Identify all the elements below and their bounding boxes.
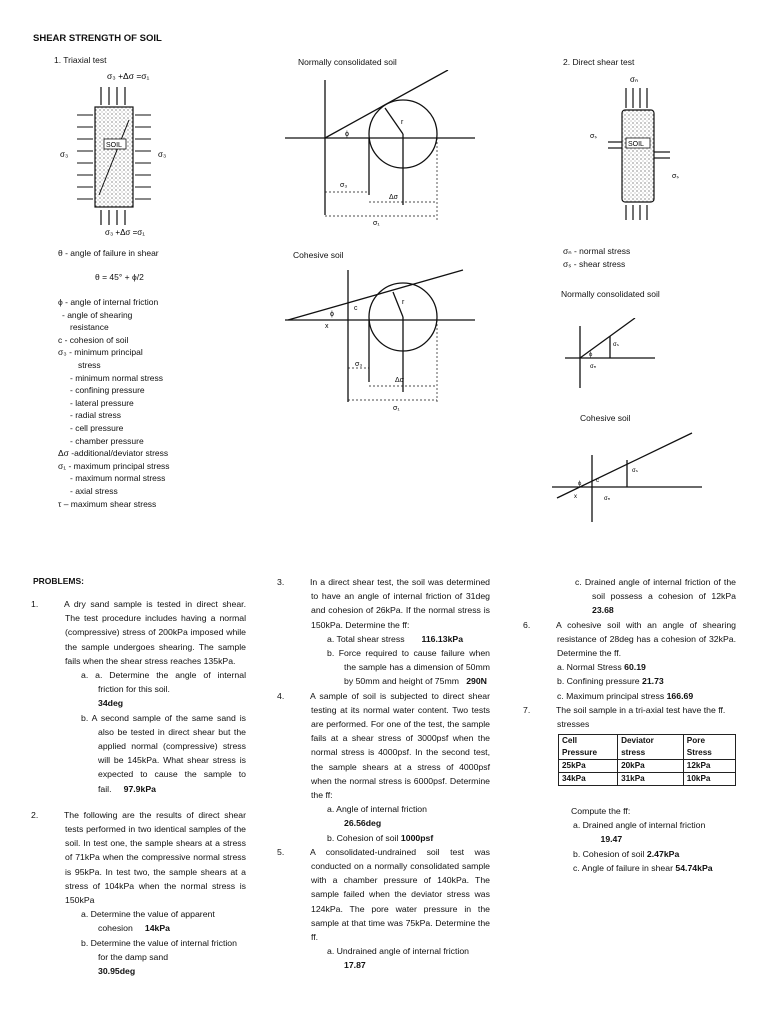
- sigma-n-label: σₙ: [590, 364, 597, 370]
- sigma3-label: σ₃: [340, 182, 348, 189]
- problem-3a: a. Total shear stress 116.13kPa: [327, 633, 464, 644]
- phi-label: ϕ: [345, 131, 349, 138]
- definition-item: - confining pressure: [70, 385, 145, 396]
- problem-1b: b. A second sample of the same sand is also be tested in direct shear but the applied normal (compressive) stress will be 145kPa. What shear stress is expected to cause the sample to fail. 97.9kPa: [81, 712, 246, 794]
- problem-2a: a. Determine the value of apparent cohesion 14kPa: [81, 909, 215, 934]
- table-cell: 25kPa: [559, 760, 618, 773]
- cohesion-label: c: [596, 478, 599, 484]
- definition-item: - chamber pressure: [70, 435, 144, 446]
- definition-item: - radial stress: [70, 410, 122, 421]
- sigma3-left-label: σ₃: [60, 150, 69, 159]
- definition-item: - maximum normal stress: [70, 473, 166, 484]
- definition-item: - minimum normal stress: [70, 372, 164, 383]
- mohr-circle-nc: [285, 70, 475, 230]
- definition-item: stress: [78, 359, 101, 370]
- problems-column-3: [523, 575, 736, 731]
- mohr-cohesive-title: Cohesive soil: [293, 250, 344, 260]
- sigma-s-left-label: σₛ: [590, 133, 597, 140]
- sigma-n-label: σₙ: [604, 496, 611, 502]
- problems-column-3b: [571, 804, 741, 875]
- sigma3-label: σ₃: [355, 361, 363, 368]
- table-cell: 20kPa: [618, 760, 684, 773]
- problem-6: 6. A cohesive soil with an angle of shearing resistance of 28deg has a cohesion of 32kPa. Determine the ff.: [523, 619, 736, 659]
- soil-label: SOIL: [628, 141, 644, 148]
- problem-3: 3. In a direct shear test, the soil was determined to have an angle of internal friction of 31deg and cohesion of 26kPa. If the normal stress is 150kPa. Determine the ff:: [277, 577, 490, 630]
- problem-3b: b. Force required to cause failure when the sample has a dimension of 50mm by 50mm and height of 75mm 290N: [327, 648, 490, 687]
- sigma1-label: σ₁: [373, 220, 380, 227]
- problem-1a: a. a. Determine the angle of internal friction for this soil. 34deg: [81, 670, 246, 709]
- phi-label: ϕ: [578, 481, 582, 487]
- page-title: SHEAR STRENGTH OF SOIL: [33, 33, 162, 44]
- legend-shear: σₛ - shear stress: [563, 259, 626, 269]
- table-row: [559, 760, 736, 773]
- definition-item: - axial stress: [70, 485, 118, 496]
- definition-item: τ – maximum shear stress: [58, 498, 157, 509]
- triaxial-specimen-figure: [55, 65, 215, 240]
- ds-cohesive-title: Cohesive soil: [580, 413, 631, 423]
- problem-4: 4. A sample of soil is subjected to direct shear testing at its normal water content. Two tests are performed. For one of the test, the sample fails at a shear stress of 3000psf when the normal stress is 4000psf. In the second test, the sample shears at a stress of 4000psf when the normal stress is 6000psf. Determine the ff:: [277, 690, 490, 801]
- problem-6b: b. Confining pressure 21.73: [557, 676, 664, 687]
- definition-item: c - cohesion of soil: [58, 334, 129, 345]
- table-cell: 10kPa: [683, 773, 735, 786]
- problem-4b: b. Cohesion of soil 1000psf: [327, 832, 434, 843]
- problems-heading: PROBLEMS:: [33, 576, 84, 586]
- direct-shear-title: 2. Direct shear test: [563, 57, 635, 67]
- theta-definition: θ - angle of failure in shear: [58, 248, 159, 258]
- legend-normal: σₙ - normal stress: [563, 246, 631, 256]
- problem-7b: b. Cohesion of soil 2.47kPa: [573, 848, 680, 859]
- definition-item: ϕ - angle of internal friction: [58, 297, 159, 307]
- problem-2b: b. Determine the value of internal friction for the damp sand 30.95deg: [81, 937, 237, 977]
- table-cell: 31kPa: [618, 773, 684, 786]
- problem-7c: c. Angle of failure in shear 54.74kPa: [573, 862, 713, 873]
- compute-label: Compute the ff:: [571, 806, 631, 816]
- cohesion-label: c: [354, 305, 358, 312]
- sigma-n-label: σₙ: [630, 75, 639, 84]
- table-cell: 12kPa: [683, 760, 735, 773]
- problems-column-1: [31, 597, 246, 978]
- definition-item: - cell pressure: [70, 422, 124, 433]
- direct-nc-envelope: [565, 318, 665, 390]
- problem-2: 2. The following are the results of direct shear tests performed in two identical samples of the soil. In test one, the sample shears at a stress of 71kPa when the compressive normal stress is 95kPa. In test two, the sample shears at a stress of 104kPa when the normal stress is 150kPa: [31, 809, 246, 906]
- problem-6c: c. Maximum principal stress 166.69: [557, 690, 694, 701]
- direct-shear-figure: [580, 70, 690, 230]
- problem-5a: a. Undrained angle of internal friction 17.87: [327, 946, 469, 971]
- x-label: x: [325, 323, 329, 330]
- x-label: x: [574, 494, 577, 500]
- ds-nc-title: Normally consolidated soil: [561, 289, 660, 299]
- problem-7: 7. The soil sample in a tri-axial test have the ff. stresses: [523, 704, 726, 730]
- problem-7a: a. Drained angle of internal friction 19.47: [573, 820, 706, 845]
- definition-item: resistance: [70, 322, 109, 333]
- triaxial-title: 1. Triaxial test: [54, 55, 107, 65]
- theta-formula: θ = 45° + ϕ/2: [95, 272, 144, 282]
- table-row: [559, 773, 736, 786]
- direct-shear-sample: [622, 110, 654, 202]
- definition-item: - lateral pressure: [70, 397, 134, 408]
- radius-label: r: [402, 299, 405, 306]
- table-cell: 34kPa: [559, 773, 618, 786]
- delta-sigma-label: Δσ: [395, 377, 404, 384]
- problem-5: 5. A consolidated-undrained soil test was conducted on a normally consolidated sample with a chamber pressure of 140kPa. The sample failed when the deviator stress was 124kPa. The pore water pressure in the sample at that time was 75kPa. Determine the ff.: [277, 846, 490, 943]
- sigma1-label: σ₁: [393, 405, 400, 412]
- phi-label: ϕ: [330, 311, 334, 318]
- definitions-list: [58, 296, 170, 510]
- triaxial-bottom-label: σ₃ +Δσ =σ₁: [105, 228, 145, 237]
- problem-1: 1. A dry sand sample is tested in direct shear. The test procedure includes having a normal (compressive) stress of 200kPa imposed while the sample undergoes shearing. The sample fails when the shear stress reaches 135kPa.: [31, 599, 246, 666]
- radius-label: r: [401, 119, 404, 126]
- delta-sigma-label: Δσ: [389, 194, 398, 201]
- problem-6a: a. Normal Stress 60.19: [557, 662, 646, 673]
- sigma3-right-label: σ₃: [158, 150, 167, 159]
- problem-5c: c. Drained angle of internal friction of the soil possess a cohesion of 12kPa 23.68: [575, 577, 736, 616]
- sigma-s-label: σₛ: [632, 468, 638, 474]
- sigma-s-right-label: σₛ: [672, 173, 679, 180]
- stress-table: [558, 734, 736, 786]
- definition-item: σ₁ - maximum principal stress: [58, 460, 170, 471]
- definition-item: σ₃ - minimum principal: [58, 347, 143, 358]
- problem-4a: a. Angle of internal friction 26.56deg: [327, 804, 427, 829]
- soil-label: SOIL: [106, 142, 122, 149]
- phi-label: ϕ: [589, 352, 593, 358]
- mohr-nc-title: Normally consolidated soil: [298, 57, 397, 67]
- table-header-row: [559, 735, 736, 760]
- definition-item: - angle of shearing: [62, 309, 133, 320]
- direct-cohesive-envelope: [552, 430, 702, 525]
- table-header: Pore Stress: [683, 735, 735, 760]
- triaxial-top-label: σ₃ +Δσ =σ₁: [107, 71, 150, 81]
- mohr-circle-cohesive: [285, 262, 475, 417]
- problems-column-2: [277, 575, 490, 973]
- table-header: Cell Pressure: [559, 735, 618, 760]
- table-header: Deviator stress: [618, 735, 684, 760]
- definition-item: Δσ -additional/deviator stress: [58, 448, 169, 459]
- sigma-s-label: σₛ: [613, 342, 619, 348]
